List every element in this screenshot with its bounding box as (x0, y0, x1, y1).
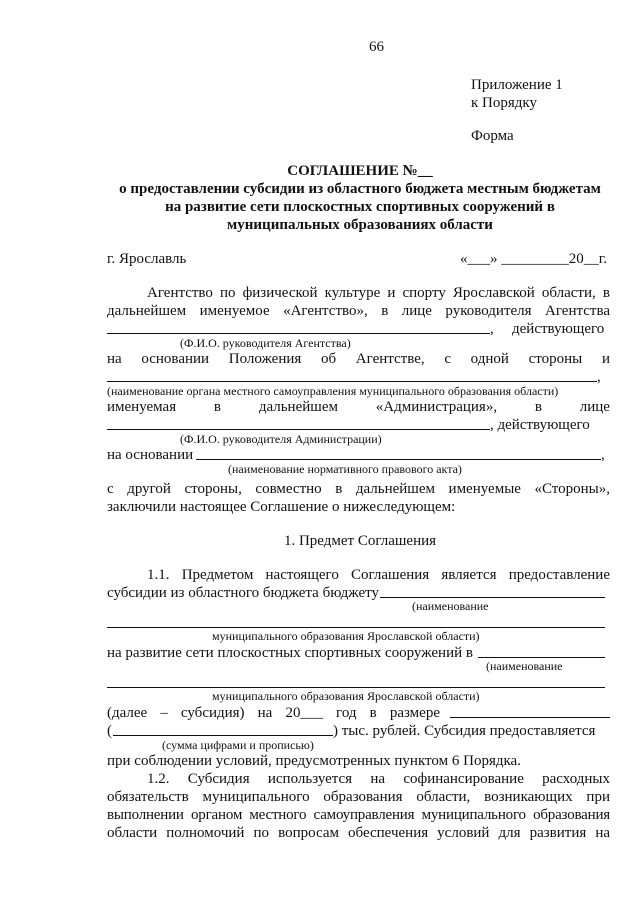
appendix-line-2: к Порядку (471, 95, 537, 111)
word: в (534, 399, 542, 415)
blank-legal-act (196, 459, 601, 460)
appendix-line-1: Приложение 1 (471, 77, 563, 93)
hint-legal-act: (наименование нормативного правового акта) (228, 462, 462, 476)
preamble-line-1-text (147, 284, 610, 302)
preamble-line-8-start: на основании (107, 447, 194, 463)
blank-fio-admin (107, 429, 490, 430)
clause-1-1-line-1: 1.1. Предметом настоящего Соглашения является предоставление (147, 567, 610, 583)
word: и (601, 351, 610, 367)
hint-sum: (сумма цифрами и прописью) (162, 738, 314, 752)
blank-fio-agency (107, 333, 490, 334)
word: Агентство (147, 285, 213, 301)
preamble-line-7-end: , действующего (490, 417, 590, 433)
blank-org-name (107, 381, 597, 382)
agreement-date: «___» _________20__г. (460, 251, 607, 267)
word: области, (541, 285, 596, 301)
preamble-line-6 (107, 398, 610, 416)
word: на (107, 351, 122, 367)
preamble-line-1 (147, 284, 610, 302)
title-line-4: муниципальных образованиях области (227, 217, 493, 233)
clause-1-2-line-2: обязательств муниципального образования области, возникающих при (107, 789, 610, 805)
clause-1-1-line-5-open: ( (107, 723, 112, 739)
word: Агентстве, (355, 351, 425, 367)
title-line-3: на развитие сети плоскостных спортивных сооружений в (165, 199, 555, 215)
preamble-line-8-comma: , (601, 447, 605, 463)
blank-budget-name (380, 597, 605, 598)
word: именуемая (107, 399, 177, 415)
word: физической (242, 285, 318, 301)
preamble-line-3-comma: , (490, 321, 494, 337)
word: основании (141, 351, 210, 367)
clause-1-1-line-4: (далее – субсидия) на 20___ год в размере (107, 705, 440, 721)
blank-amount (450, 717, 610, 718)
hint-name-1: (наименование (412, 599, 489, 613)
clause-1-1-line-3: на развитие сети плоскостных спортивных сооружений в (107, 645, 473, 661)
clause-1-2-line-3: выполнении органом местного самоуправления муниципального образования (107, 807, 610, 823)
clause-1-1-line-6: при соблюдении условий, предусмотренных пунктом 6 Порядка. (107, 753, 521, 769)
word: лице (579, 399, 610, 415)
blank-amount-words (113, 735, 333, 736)
clause-1-2-line-1: 1.2. Субсидия используется на софинансирование расходных (147, 771, 610, 787)
hint-name-2: (наименование (486, 659, 563, 673)
preamble-line-10: заключили настоящее Соглашение о нижеследующем: (107, 499, 456, 515)
word: в (602, 285, 610, 301)
blank-mo-name-2 (107, 687, 605, 688)
word: об (320, 351, 337, 367)
word: спорту (402, 285, 446, 301)
preamble-line-4 (107, 350, 610, 368)
hint-fio-agency: (Ф.И.О. руководителя Агентства) (180, 336, 351, 350)
word: культуре (324, 285, 381, 301)
form-label: Форма (471, 128, 514, 144)
word: Ярославской (452, 285, 535, 301)
preamble-line-3-word: действующего (512, 321, 605, 337)
word: стороны (528, 351, 583, 367)
clause-1-2-line-4: области полномочий по вопросам обеспечения условий для развития на (107, 825, 610, 841)
word: «Администрация», (375, 399, 498, 415)
title-line-2: о предоставлении субсидии из областного бюджета местным бюджетам (119, 181, 601, 197)
word: с (444, 351, 451, 367)
word: одной (470, 351, 509, 367)
blank-mo-name-1 (107, 627, 605, 628)
clause-1-1-line-2: субсидии из областного бюджета бюджету (107, 585, 379, 601)
section-1-heading: 1. Предмет Соглашения (283, 533, 437, 549)
word: Положения (228, 351, 302, 367)
word: по (219, 285, 236, 301)
hint-mo-1: муниципального образования Ярославской области) (212, 629, 480, 643)
word: дальнейшем (258, 399, 338, 415)
blank-mo-location (478, 657, 605, 658)
hint-org-name: (наименование органа местного самоуправления муниципального образования области) (107, 384, 559, 398)
word: в (213, 399, 222, 415)
preamble-line-9: с другой стороны, совместно в дальнейшем именуемые «Стороны», (107, 481, 610, 497)
hint-mo-2: муниципального образования Ярославской области) (212, 689, 480, 703)
page-number: 66 (369, 39, 384, 55)
word: и (387, 285, 396, 301)
city: г. Ярославль (107, 251, 187, 267)
preamble-line-5-comma: , (597, 369, 601, 385)
hint-fio-admin: (Ф.И.О. руководителя Администрации) (180, 432, 382, 446)
clause-1-1-line-5-end: ) тыс. рублей. Субсидия предоставляется (333, 723, 596, 739)
agreement-heading: СОГЛАШЕНИЕ №__ (287, 163, 433, 179)
preamble-line-2: дальнейшем именуемое «Агентство», в лице руководителя Агентства (107, 303, 610, 319)
